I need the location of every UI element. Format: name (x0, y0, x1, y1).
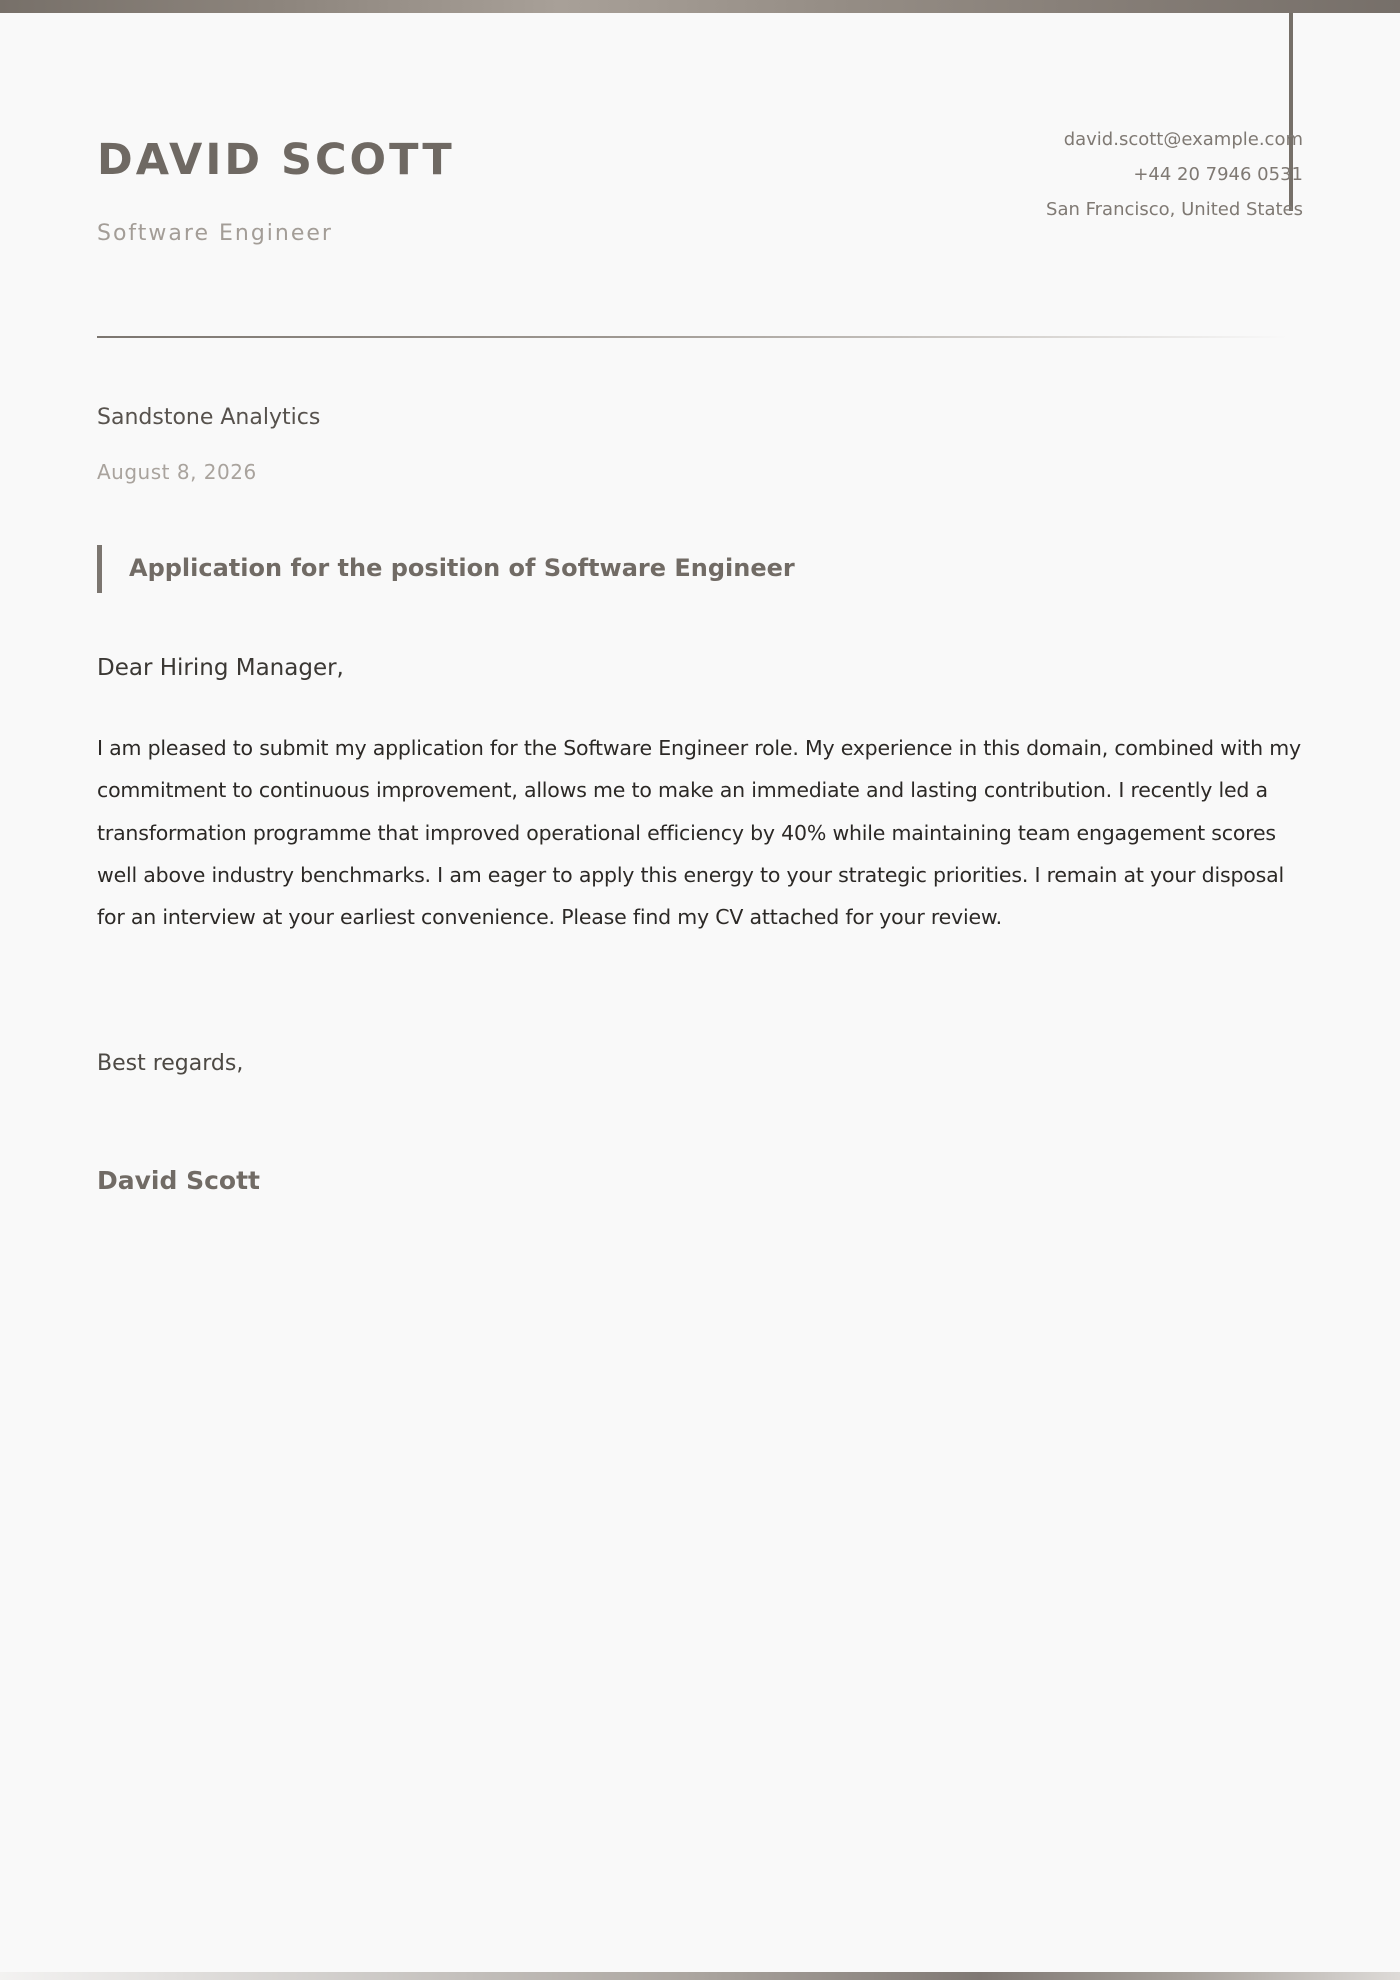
letter-body: I am pleased to submit my application for the Software Engineer role. My experience in this domain, combined with my commitment to continuous improvement, allows me to make an immediate and lasting contribution. I recently led a transformation programme that improved operational efficiency by 40% while maintaining team engagement scores well above industry benchmarks. I am eager to apply this energy to your strategic priorities. I remain at your disposal for an interview at your earliest convenience. Please find my CV attached for your review. (97, 736, 1301, 930)
recipient-company: Sandstone Analytics (97, 405, 321, 430)
letter-date: August 8, 2026 (97, 460, 257, 484)
contact-email: david.scott@example.com (1063, 129, 1303, 150)
closing: Best regards, (97, 1051, 244, 1076)
top-accent-bar (0, 0, 1400, 13)
header-divider (97, 336, 1287, 338)
applicant-name: DAVID SCOTT (97, 135, 455, 185)
salutation: Dear Hiring Manager, (97, 655, 344, 681)
subject-accent-bar (97, 545, 102, 593)
contact-phone: +44 20 7946 0531 (1133, 164, 1303, 185)
letter-subject: Application for the position of Software Engineer (129, 554, 795, 582)
contact-block (1046, 126, 1303, 231)
signature: David Scott (97, 1166, 260, 1195)
applicant-role: Software Engineer (97, 221, 333, 246)
contact-location: San Francisco, United States (1046, 199, 1303, 220)
bottom-accent-bar (0, 1972, 1400, 1980)
